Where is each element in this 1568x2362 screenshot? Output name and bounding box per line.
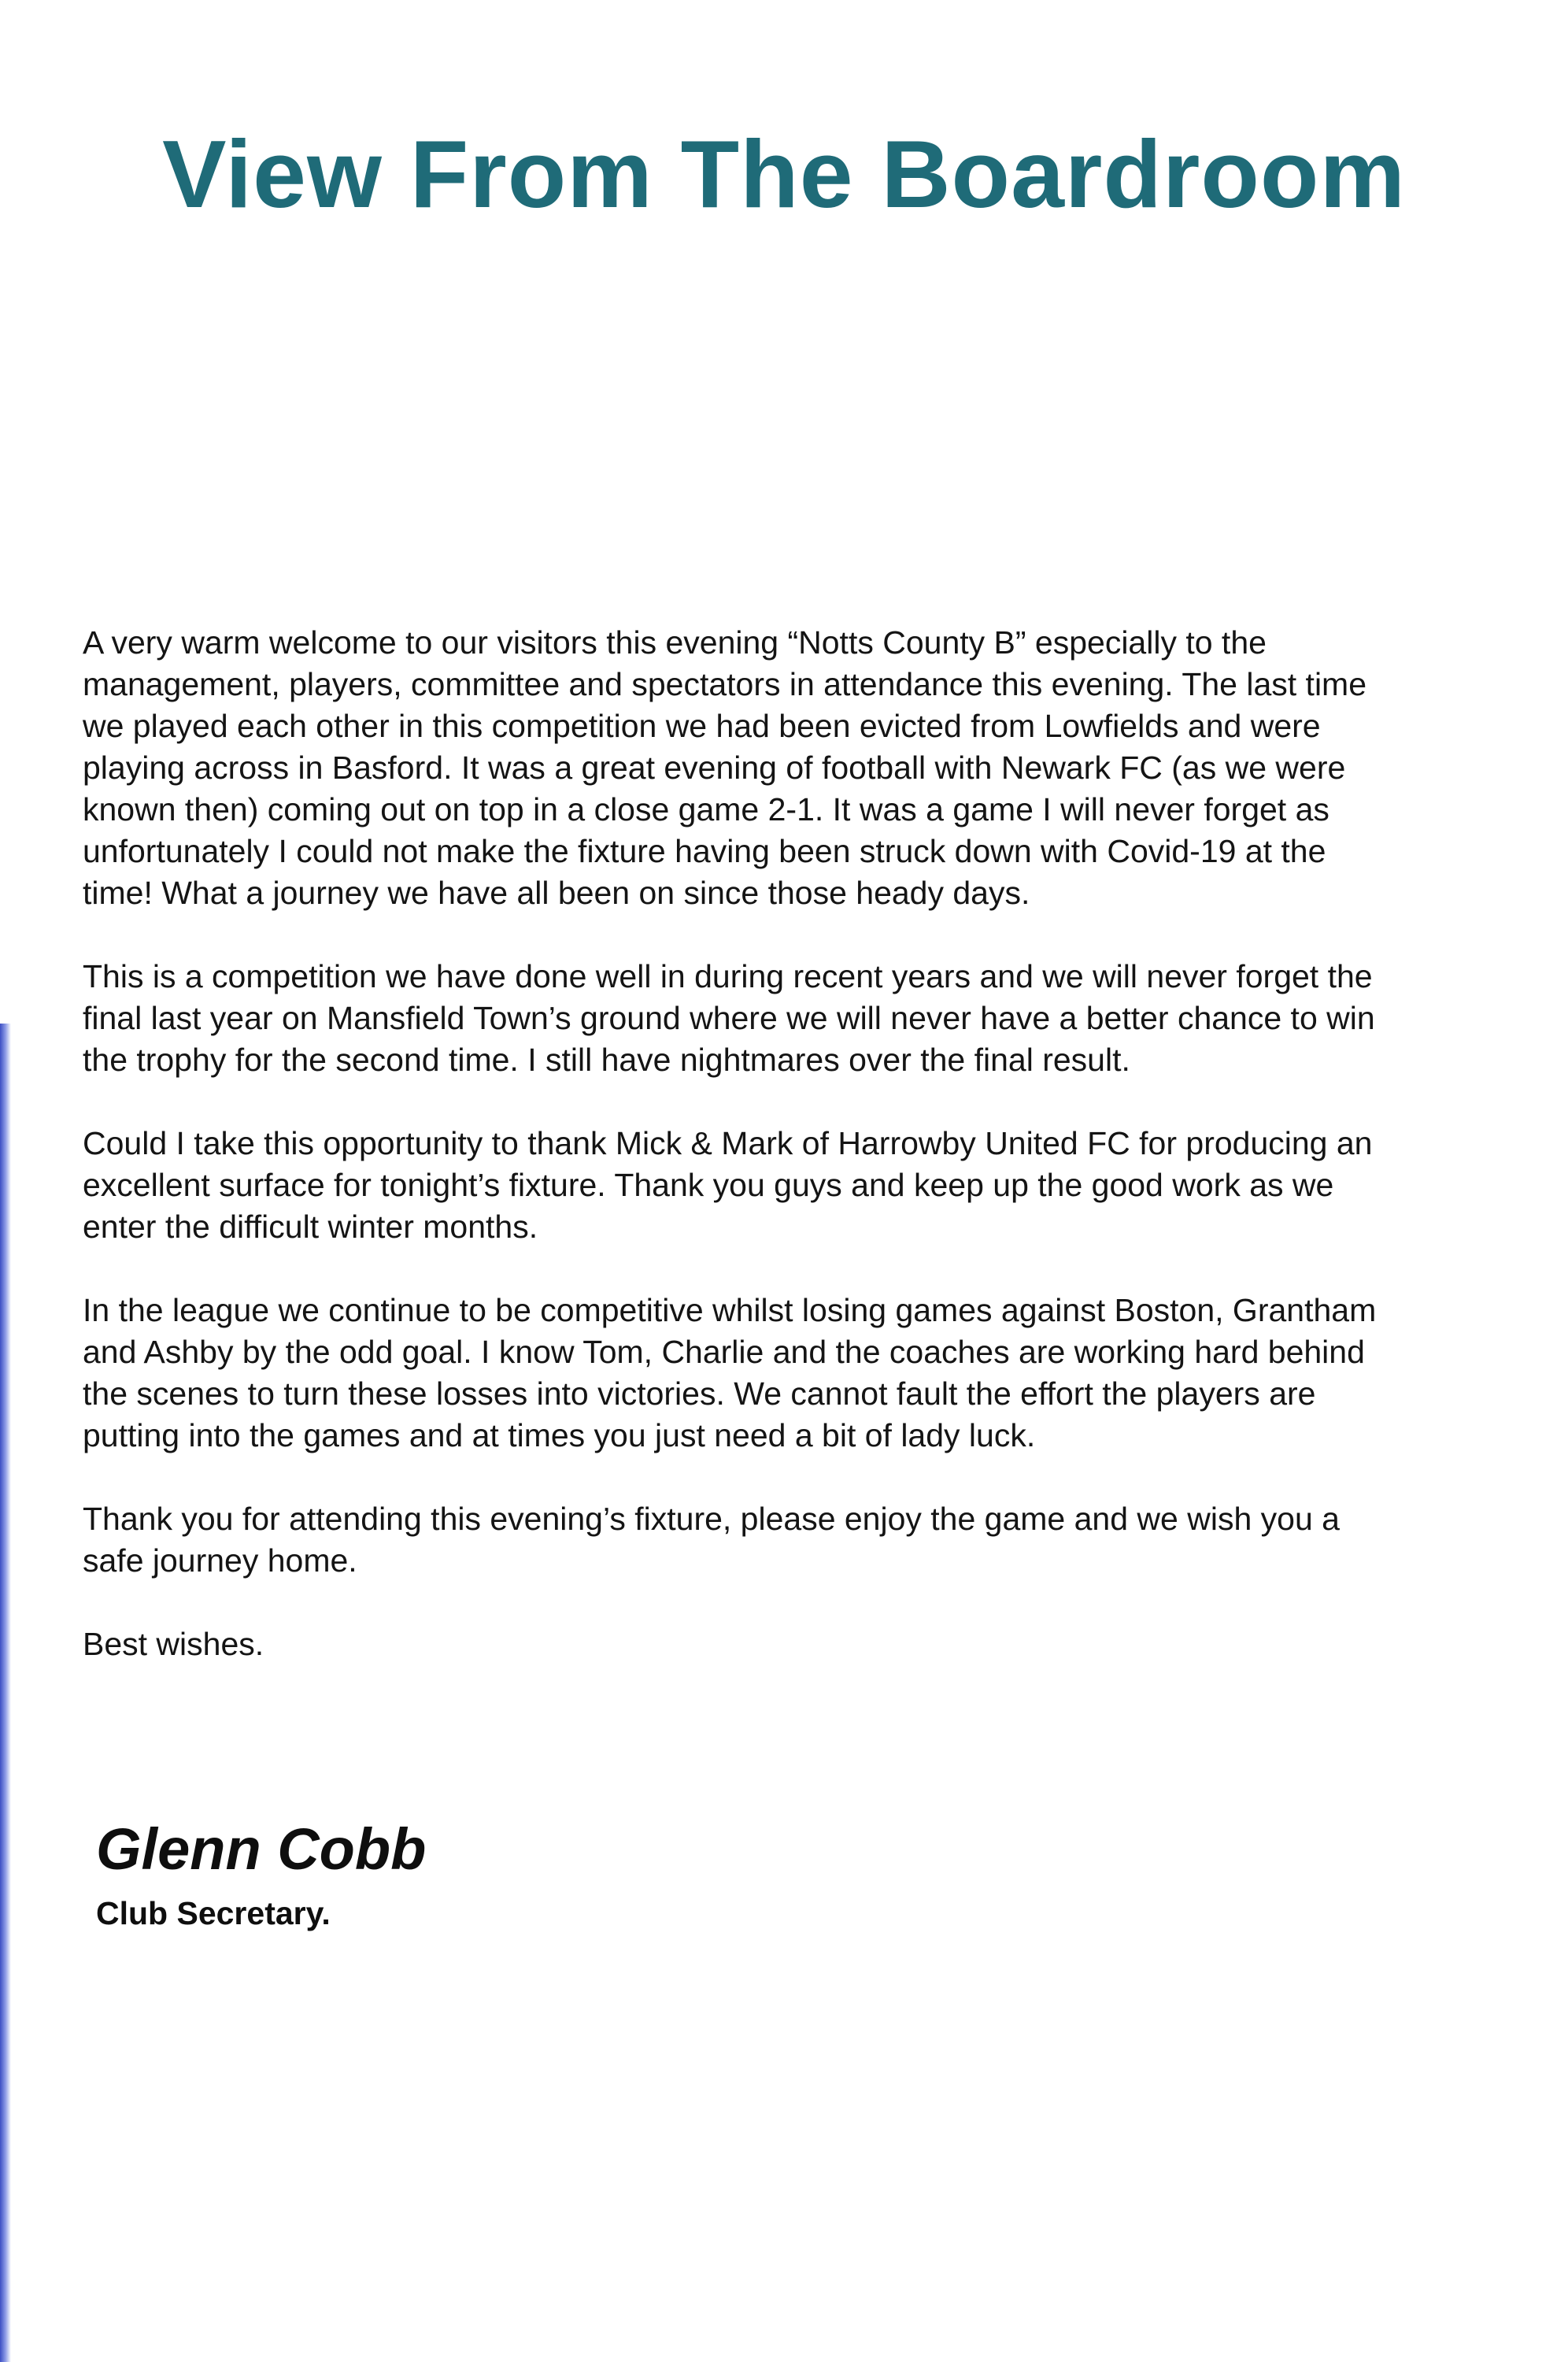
page-title: View From The Boardroom: [162, 120, 1406, 228]
paragraph-competition: This is a competition we have done well in during recent years and we will never forget the final last year on Mansfield Town’s ground where we will never have a better chance to win the trophy for the second time. I still have nightmares over the final result.: [83, 958, 1375, 1078]
closing-line: Best wishes.: [83, 1626, 264, 1662]
paragraph-league: In the league we continue to be competitive whilst losing games against Boston, Grantham and Ashby by the odd goal. I know Tom, Charlie and the coaches are working hard behind the scenes to turn these losses into victories. We cannot fault the effort the players are putting into the games and at times you just need a bit of lady luck.: [83, 1292, 1377, 1453]
paragraph-thanks: Could I take this opportunity to thank Mick & Mark of Harrowby United FC for producing an excellent surface for tonight’s fixture. Thank you guys and keep up the good work as we enter the difficult winter months.: [83, 1125, 1373, 1245]
signature-role: Club Secretary.: [96, 1895, 331, 1931]
paragraph-farewell: Thank you for attending this evening’s fixture, please enjoy the game and we wish you a safe journey home.: [83, 1501, 1340, 1579]
page-edge-decoration: [0, 1024, 11, 2362]
signature-name: Glenn Cobb: [96, 1816, 427, 1882]
paragraph-welcome: A very warm welcome to our visitors this evening “Notts County B” especially to the management, players, committee and spectators in attendance this evening. The last time we played each other in this competition we had been evicted from Lowfields and were playing across in Basford. It was a great evening of football with Newark FC (as we were known then) coming out on top in a close game 2-1. It was a game I will never forget as unfortunately I could not make the fixture having been struck down with Covid-19 at the time! What a journey we have all been on since those heady days.: [83, 624, 1367, 911]
article-body: [83, 622, 1468, 1665]
